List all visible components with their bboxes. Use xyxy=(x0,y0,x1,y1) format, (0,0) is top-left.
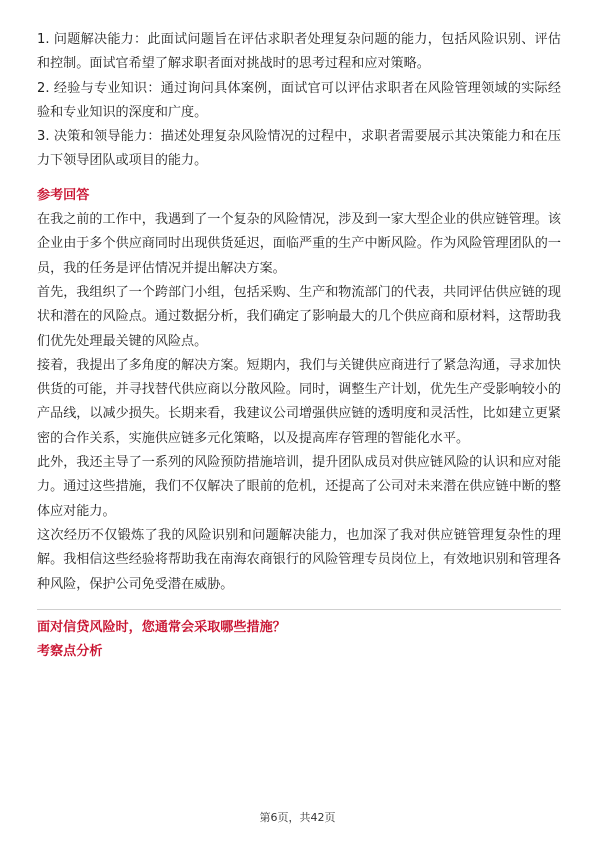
reference-answer-heading: 参考回答 xyxy=(37,187,90,203)
analysis-point-2: 2. 经验与专业知识：通过询问具体案例，面试官可以评估求职者在风险管理领域的实际经验和专业知识的深度和广度。 xyxy=(37,80,561,120)
page-footer: 第6页，共42页 xyxy=(259,811,336,824)
analysis-point-1: 1. 问题解决能力：此面试问题旨在评估求职者处理复杂问题的能力，包括风险识别、评估和控制。面试官希望了解求职者面对挑战时的思考过程和应对策略。 xyxy=(37,32,561,72)
answer-paragraph-3: 接着，我提出了多角度的解决方案。短期内，我们与关键供应商进行了紧急沟通，寻求加快供货的可能，并寻找替代供应商以分散风险。同时，调整生产计划，优先生产受影响较小的产品线，以减少损失。长期来看，我建议公司增强供应链的透明度和灵活性，比如建立更紧密的合作关系，实施供应链多元化策略，以及提高库存管理的智能化水平。 xyxy=(37,357,561,446)
section-divider xyxy=(37,609,561,610)
analysis-point-3: 3. 决策和领导能力：描述处理复杂风险情况的过程中，求职者需要展示其决策能力和在压力下领导团队或项目的能力。 xyxy=(37,129,561,169)
document-page xyxy=(37,28,561,664)
answer-paragraph-4: 此外，我还主导了一系列的风险预防措施培训，提升团队成员对供应链风险的认识和应对能力。通过这些措施，我们不仅解决了眼前的危机，还提高了公司对未来潜在供应链中断的整体应对能力。 xyxy=(37,455,561,519)
answer-paragraph-5: 这次经历不仅锻炼了我的风险识别和问题解决能力，也加深了我对供应链管理复杂性的理解。我相信这些经验将帮助我在南海农商银行的风险管理专员岗位上，有效地识别和管理各种风险，保护公司免受潜在威胁。 xyxy=(37,527,561,592)
analysis-section-heading: 考察点分析 xyxy=(37,644,103,660)
answer-paragraph-1: 在我之前的工作中，我遇到了一个复杂的风险情况，涉及到一家大型企业的供应链管理。该企业由于多个供应商同时出现供货延迟，面临严重的生产中断风险。作为风险管理团队的一员，我的任务是评估情况并提出解决方案。 xyxy=(37,212,561,276)
answer-paragraph-2: 首先，我组织了一个跨部门小组，包括采购、生产和物流部门的代表，共同评估供应链的现状和潜在的风险点。通过数据分析，我们确定了影响最大的几个供应商和原材料，这帮助我们优先处理最关键的风险点。 xyxy=(37,284,561,349)
next-question-heading: 面对信贷风险时，您通常会采取哪些措施？ xyxy=(37,619,286,635)
